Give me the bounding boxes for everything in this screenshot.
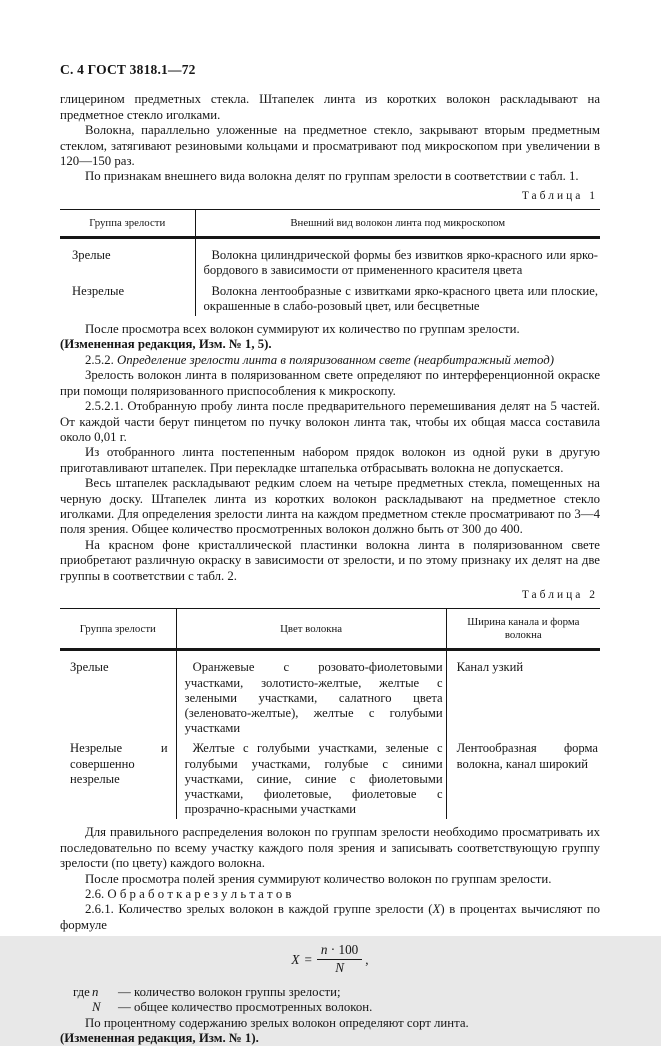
page-header: С. 4 ГОСТ 3818.1—72 bbox=[60, 62, 196, 77]
variable-N-definition: — общее количество просмотренных волокон. bbox=[118, 1000, 373, 1015]
table1-body bbox=[60, 238, 600, 316]
table1-caption: Таблица 1 bbox=[521, 189, 598, 202]
table2-cell-channel: Лентообразная форма волокна, канал широкий bbox=[456, 741, 598, 771]
where-clause-n bbox=[60, 985, 600, 1000]
where-clause-N bbox=[60, 1000, 600, 1015]
paragraph-correct-distribution: Для правильного распределения волокон по группам зрелости необходимо просматривать их последовательно по всему участку каждого поля зрения и записывать соответствующую группу зрелости (по цвету) каждого волокна. bbox=[60, 825, 600, 871]
formula-lhs: X bbox=[291, 951, 300, 967]
table1-cell-group: Зрелые bbox=[60, 238, 195, 281]
table-row bbox=[60, 738, 600, 819]
paragraph-2-6-1 bbox=[60, 902, 600, 933]
variable-n-definition: — количество волокон группы зрелости; bbox=[118, 984, 341, 999]
fraction-numerator bbox=[317, 943, 362, 960]
paragraph-fibers-parallel: Волокна, параллельно уложенные на предметное стекло, закрывают вторым предметным стеклом, затягивают резиновыми кольцами и просматривают под микроскопом при увеличении в 120—150 раз. bbox=[60, 123, 600, 169]
where-label-spacer bbox=[60, 1000, 92, 1015]
paragraph-sum-after-viewing: После просмотра полей зрения суммируют количество волокон по группам зрелости. bbox=[85, 871, 552, 886]
table1-cell-group: Незрелые bbox=[60, 281, 195, 316]
table-row bbox=[60, 281, 600, 316]
amendment-note-2: (Измененная редакция, Изм. № 1). bbox=[60, 1031, 259, 1045]
table2-header-channel: Ширина канала и форма волокна bbox=[446, 609, 600, 650]
formula-intro-b: ) в процентах вычисляют по формуле bbox=[60, 902, 600, 932]
section-2-5-2-heading bbox=[60, 353, 600, 368]
paragraph-shtapelek: Из отобранного линта постепенным набором прядок волокон из одной руки в другую приготавливают штапелек. При перекладке штапелька отбрасывать волокна не допускается. bbox=[60, 445, 600, 475]
equals-sign: = bbox=[304, 951, 312, 967]
paragraph-red-background: На красном фоне кристаллической пластинки волокна линта в поляризованном свете приобретают различную окраску в зависимости от зрелости, и по этому признаку их делят на две группы в соответствии с табл. 2. bbox=[60, 537, 600, 583]
table2-body bbox=[60, 650, 600, 820]
table-row bbox=[60, 238, 600, 281]
table2-caption: Таблица 2 bbox=[521, 588, 598, 601]
section-title-italic: Определение зрелости линта в поляризованном свете (неарбитражный метод) bbox=[117, 352, 554, 367]
paragraph-four-slides: Весь штапелек раскладывают редким слоем на четыре предметных стекла, помещенных на черную доску. Штапелек линта из коротких волокон раскладывают на предметное стекло иголками. Для определения зрелости линта на каждом предметном стекле просматривают по 3—4 поля зрения. Общее количество просмотренных волокон должно быть от 300 до 400. bbox=[60, 476, 600, 537]
numerator-variable: n bbox=[320, 942, 328, 958]
table2-cell-group: Незрелые и совершенно незрелые bbox=[60, 738, 176, 819]
table2-head bbox=[60, 609, 600, 650]
table2-header-group: Группа зрелости bbox=[60, 609, 176, 650]
formula-intro-a: 2.6.1. Количество зрелых волокон в каждой группе зрелости ( bbox=[85, 902, 433, 917]
paragraph-maturity-groups: По признакам внешнего вида волокна делят по группам зрелости в соответствии с табл. 1. bbox=[85, 169, 579, 184]
formula-comma: , bbox=[365, 951, 369, 967]
paragraph-sort-determination: По процентному содержанию зрелых волокон определяют сорт линта. bbox=[85, 1015, 469, 1030]
formula bbox=[60, 943, 600, 976]
table2-cell-channel: Канал узкий bbox=[456, 660, 524, 675]
table2-header-color: Цвет волокна bbox=[176, 609, 446, 650]
paragraph-2-5-2-1: 2.5.2.1. Отобранную пробу линта после предварительного перемешивания делят на 5 частей. От каждой части берут пинцетом по пучку волокон линта так, чтобы их общая масса составила около 0,01 г. bbox=[60, 399, 600, 444]
section-2-6-heading: 2.6. О б р а б о т к а р е з у л ь т а т о в bbox=[85, 887, 292, 902]
table2-cell-group: Зрелые bbox=[60, 650, 176, 739]
where-label: где bbox=[73, 984, 90, 999]
table1-head bbox=[60, 210, 600, 238]
section-number: 2.5.2. bbox=[85, 352, 117, 367]
table2-cell-color: Желтые с голубыми участками, зеленые с голубыми участками, голубые с синими участками, синие, синие с фиолетовыми участками, фиолетовые, фиолетовые с прозрачно-красными участками bbox=[176, 738, 446, 819]
table2 bbox=[60, 608, 600, 819]
formula-intro-x: X bbox=[432, 902, 441, 917]
numerator-constant: · 100 bbox=[327, 942, 359, 958]
table1-header-group: Группа зрелости bbox=[60, 210, 195, 238]
amendment-note-1: (Измененная редакция, Изм. № 1, 5). bbox=[60, 337, 272, 352]
table2-header-row bbox=[60, 609, 600, 650]
table1-header-row bbox=[60, 210, 600, 238]
fraction-denominator: N bbox=[335, 960, 344, 976]
fraction bbox=[317, 943, 362, 976]
table1-header-appearance: Внешний вид волокон линта под микроскопом bbox=[195, 210, 600, 238]
table1 bbox=[60, 209, 600, 316]
table1-cell-desc: Волокна лентообразные с извитками ярко-красного цвета или плоские, окрашенные в слабо-розовый цвет, или бесцветные bbox=[203, 283, 598, 313]
paragraph-polarized-light: Зрелость волокон линта в поляризованном свете определяют по интерференционной окраске при помощи поляризованного приспособления к микроскопу. bbox=[60, 368, 600, 398]
table2-cell-color: Оранжевые с розовато-фиолетовыми участками, золотисто-желтые, желтые с зелеными участками, салатного цвета (зеленовато-желтые), желтые с голубыми участками bbox=[176, 650, 446, 739]
table-row bbox=[60, 650, 600, 739]
paragraph-sum-fibers: После просмотра всех волокон суммируют их количество по группам зрелости. bbox=[85, 322, 520, 337]
table1-cell-desc: Волокна цилиндрической формы без извитков ярко-красного или ярко-бордового в зависимости от примененного красителя цвета bbox=[203, 248, 598, 278]
variable-n: n bbox=[92, 984, 99, 999]
paragraph-glycerin: глицерином предметных стекла. Штапелек линта из коротких волокон раскладывают на предметное стекло иголками. bbox=[60, 92, 600, 122]
variable-N: N bbox=[92, 1000, 101, 1015]
